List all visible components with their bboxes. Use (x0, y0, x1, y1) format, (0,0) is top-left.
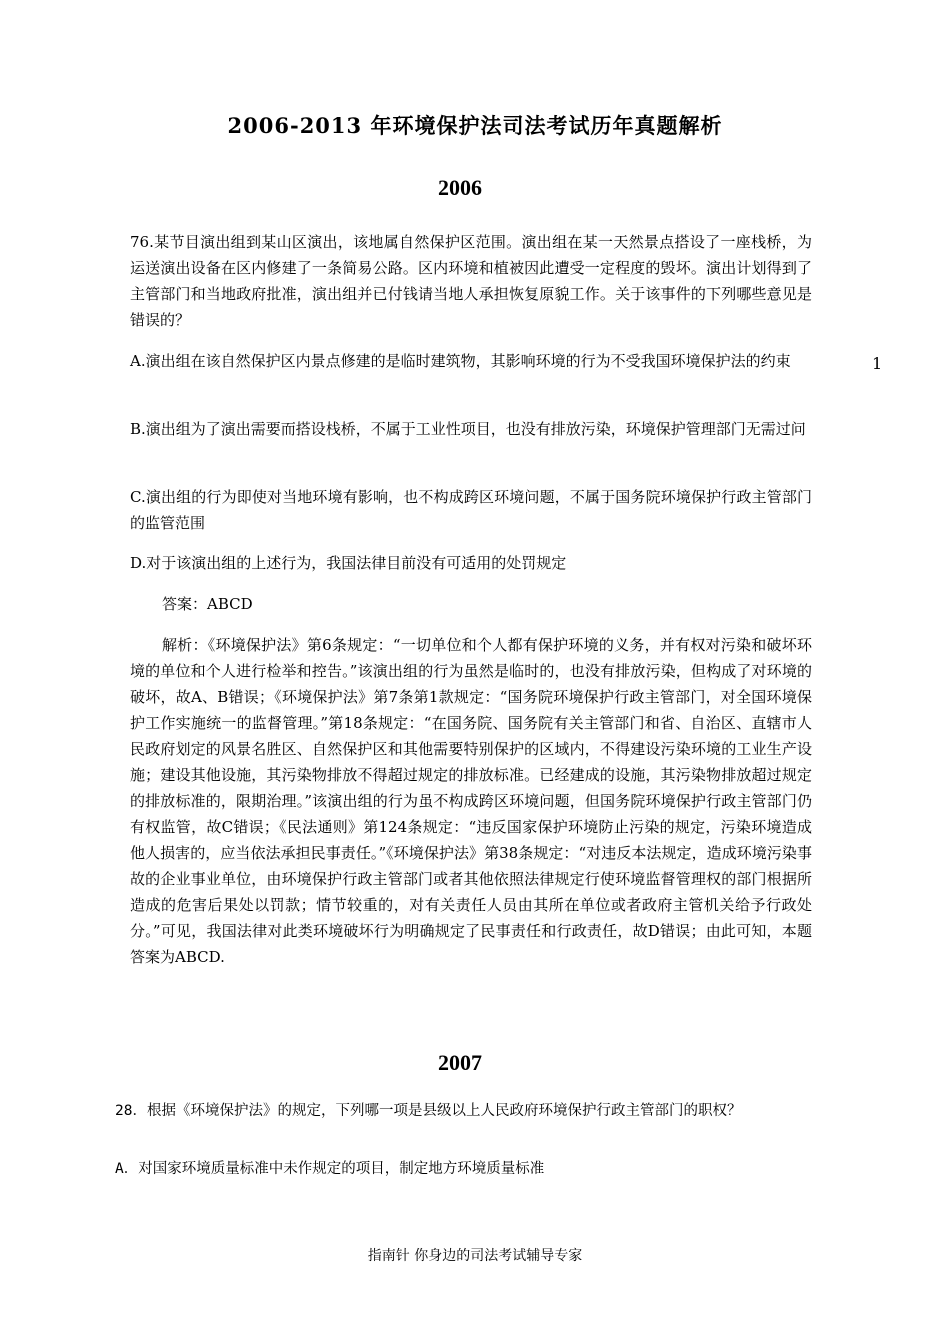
document-title: 2006-2013 年环境保护法司法考试历年真题解析 (227, 113, 723, 138)
option-d: D.对于该演出组的上述行为，我国法律目前没有可适用的处罚规定 (130, 554, 567, 572)
page-footer: 指南针 你身边的司法考试辅导专家 (367, 1248, 583, 1264)
option-a: A.演出组在该自然保护区内景点修建的是临时建筑物，其影响环境的行为不受我国环境保护法的约束 (130, 352, 791, 370)
section-year-2006: 2006 (438, 175, 482, 200)
question-28-option-a: A．对国家环境质量标准中未作规定的项目，制定地方环境质量标准 (115, 1161, 545, 1177)
page-number: 1 (872, 354, 883, 373)
analysis: 解析：《环境保护法》第6条规定：“一切单位和个人都有保护环境的义务，并有权对污染和破坏环境的单位和个人进行检举和控告。”该演出组的行为虽然是临时的，也没有排放污染，但构成了对环境的破坏，故A、B错误；《环境保护法》第7条第1款规定：“国务院环境保护行政主管部门，对全国环境保护工作实施统一的监督管理。”第18条规定：“在国务院、国务院有关主管部门和省、自治区、直辖市人民政府划定的风景名胜区、自然保护区和其他需要特别保护的区域内，不得建设污染环境的工业生产设施；建设其他设施，其污染物排放不得超过规定的排放标准。已经建成的设施，其污染物排放超过规定的排放标准的，限期治理。”该演出组的行为虽不构成跨区环境问题，但国务院环境保护行政主管部门仍有权监管，故C错误；《民法通则》第124条规定：“违反国家保护环境防止污染的规定，污染环境造成他人损害的，应当依法承担民事责任。”《环境保护法》第38条规定：“对违反本法规定，造成环境污染事故的企业事业单位，由环境保护行政主管部门或者其他依照法律规定行使环境监督管理权的部门根据所造成的危害后果处以罚款；情节较重的，对有关责任人员由其所在单位或者政府主管机关给予行政处分。”可见，我国法律对此类环境破坏行为明确规定了民事责任和行政责任，故D错误；由此可知，本题答案为ABCD. (130, 636, 812, 966)
option-b: B.演出组为了演出需要而搭设栈桥，不属于工业性项目，也没有排放污染，环境保护管理部门无需过问 (130, 420, 806, 438)
answer: 答案：ABCD (162, 595, 253, 613)
question-76: 76.某节目演出组到某山区演出，该地属自然保护区范围。演出组在某一天然景点搭设了一座栈桥，为运送演出设备在区内修建了一条简易公路。区内环境和植被因此遭受一定程度的毁坏。演出计划得到了主管部门和当地政府批准，演出组并已付钱请当地人承担恢复原貌工作。关于该事件的下列哪些意见是错误的？ (130, 233, 812, 329)
question-28: 28．根据《环境保护法》的规定，下列哪一项是县级以上人民政府环境保护行政主管部门的职权？ (115, 1103, 742, 1119)
option-c: C.演出组的行为即使对当地环境有影响，也不构成跨区环境问题，不属于国务院环境保护行政主管部门的监管范围 (130, 488, 812, 532)
section-year-2007: 2007 (438, 1050, 482, 1075)
